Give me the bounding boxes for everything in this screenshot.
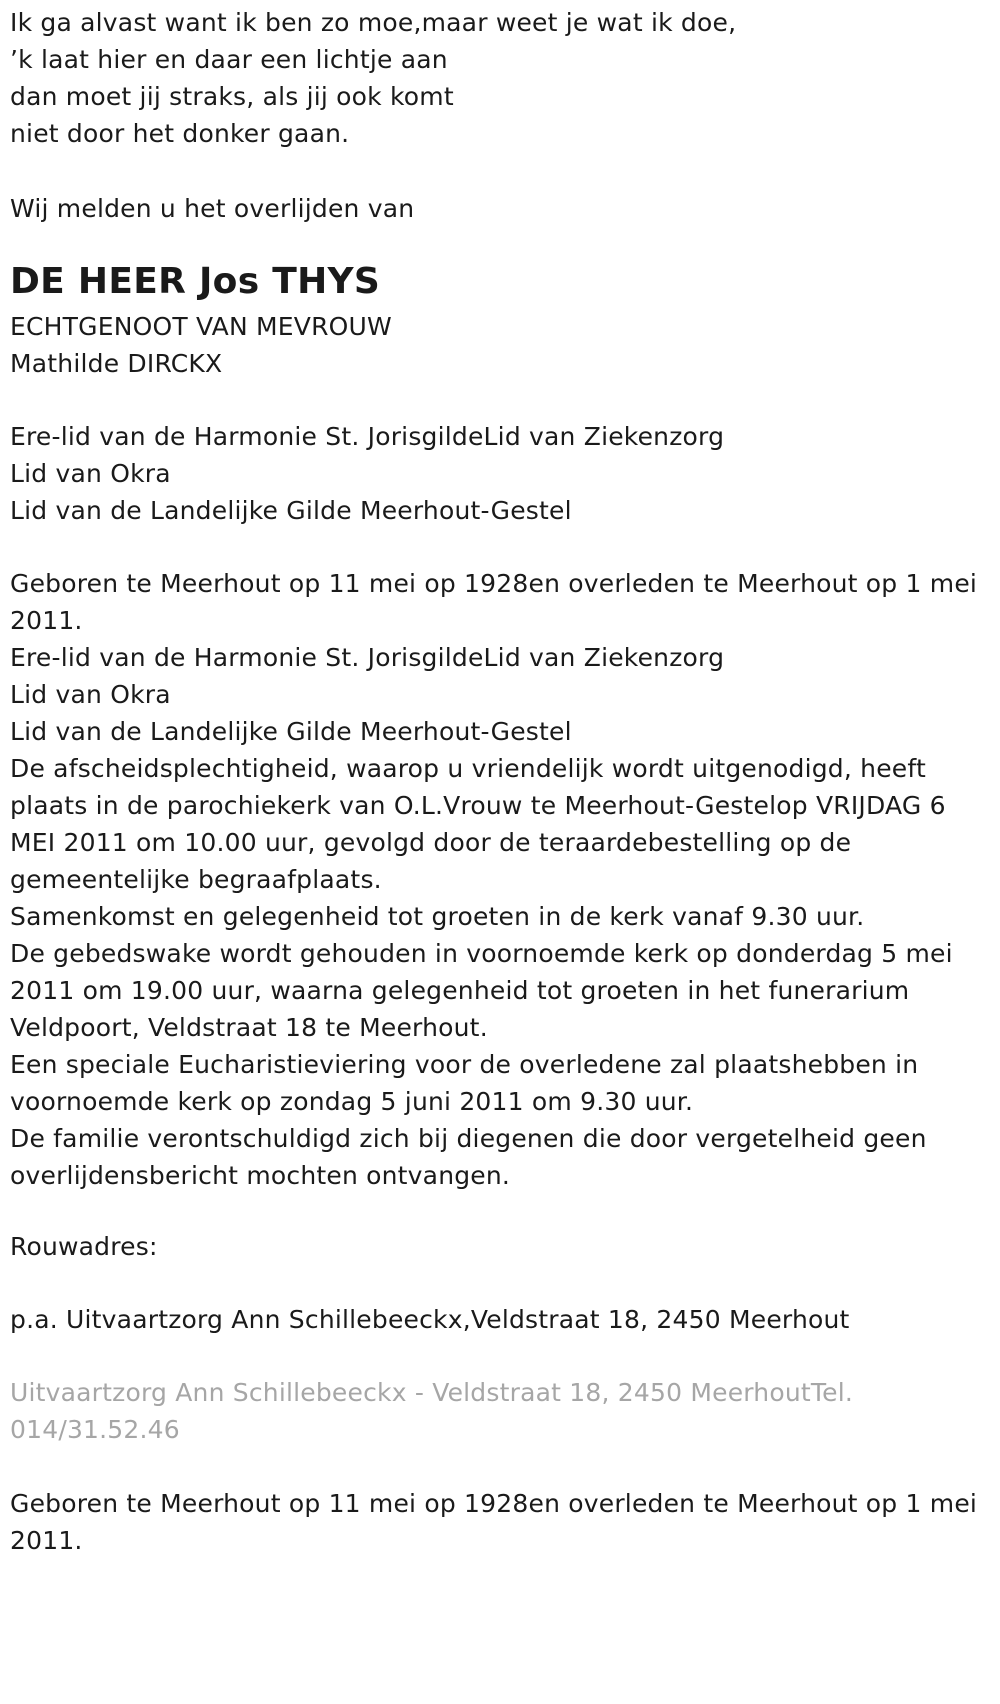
undertaker-contact bbox=[10, 1374, 995, 1448]
membership-item: Lid van Okra bbox=[10, 459, 171, 488]
memberships bbox=[10, 418, 724, 529]
poem-line: dan moet jij straks, als jij ook komt bbox=[10, 82, 454, 111]
poem-line: Ik ga alvast want ik ben zo moe,maar weet je wat ik doe, bbox=[10, 8, 737, 37]
membership-item: Ere-lid van de Harmonie St. JorisgildeLid van Ziekenzorg bbox=[10, 643, 725, 672]
born-repeat-text: Geboren te Meerhout op 11 mei op 1928en overleden te Meerhout op 1 mei 2011. bbox=[10, 1489, 978, 1555]
spouse-title: ECHTGENOOT VAN MEVROUW bbox=[10, 312, 392, 341]
deceased-name: DE HEER Jos THYS bbox=[10, 261, 381, 302]
born-text: Geboren te Meerhout op 11 mei op 1928en overleden te Meerhout op 1 mei 2011. bbox=[10, 569, 978, 635]
mourning-address-label: Rouwadres: bbox=[10, 1232, 158, 1261]
membership-item: Ere-lid van de Harmonie St. JorisgildeLid van Ziekenzorg bbox=[10, 422, 725, 451]
mourning-address: p.a. Uitvaartzorg Ann Schillebeeckx,Veldstraat 18, 2450 Meerhout bbox=[10, 1305, 850, 1334]
born-repeat bbox=[10, 1485, 995, 1559]
undertaker-text: Uitvaartzorg Ann Schillebeeckx - Veldstraat 18, 2450 MeerhoutTel. 014/31.52.46 bbox=[10, 1378, 853, 1444]
spouse-info bbox=[10, 308, 392, 382]
apology-text: De familie verontschuldigd zich bij diegenen die door vergetelheid geen overlijdensbericht mochten ontvangen. bbox=[10, 1124, 927, 1190]
poem bbox=[10, 4, 736, 152]
spouse-name: Mathilde DIRCKX bbox=[10, 349, 223, 378]
membership-item: Lid van de Landelijke Gilde Meerhout-Gestel bbox=[10, 496, 572, 525]
membership-item: Lid van Okra bbox=[10, 680, 171, 709]
funeral-text: De afscheidsplechtigheid, waarop u vriendelijk wordt uitgenodigd, heeft plaats in de parochiekerk van O.L.Vrouw te Meerhout-Gestelop VRIJDAG 6 MEI 2011 om 10.00 uur, gevolgd door de teraardebestelling op de gemeentelijke begraafplaats. bbox=[10, 754, 946, 894]
intro-text: Wij melden u het overlijden van bbox=[10, 194, 415, 223]
poem-line: niet door het donker gaan. bbox=[10, 119, 350, 148]
membership-item: Lid van de Landelijke Gilde Meerhout-Gestel bbox=[10, 717, 572, 746]
gathering-text: Samenkomst en gelegenheid tot groeten in de kerk vanaf 9.30 uur. bbox=[10, 902, 865, 931]
wake-text: De gebedswake wordt gehouden in voornoemde kerk op donderdag 5 mei 2011 om 19.00 uur, waarna gelegenheid tot groeten in het funerarium Veldpoort, Veldstraat 18 te Meerhout. bbox=[10, 939, 953, 1042]
mass-text: Een speciale Eucharistieviering voor de overledene zal plaatshebben in voornoemde kerk op zondag 5 juni 2011 om 9.30 uur. bbox=[10, 1050, 919, 1116]
details bbox=[10, 565, 995, 1194]
poem-line: ’k laat hier en daar een lichtje aan bbox=[10, 45, 448, 74]
